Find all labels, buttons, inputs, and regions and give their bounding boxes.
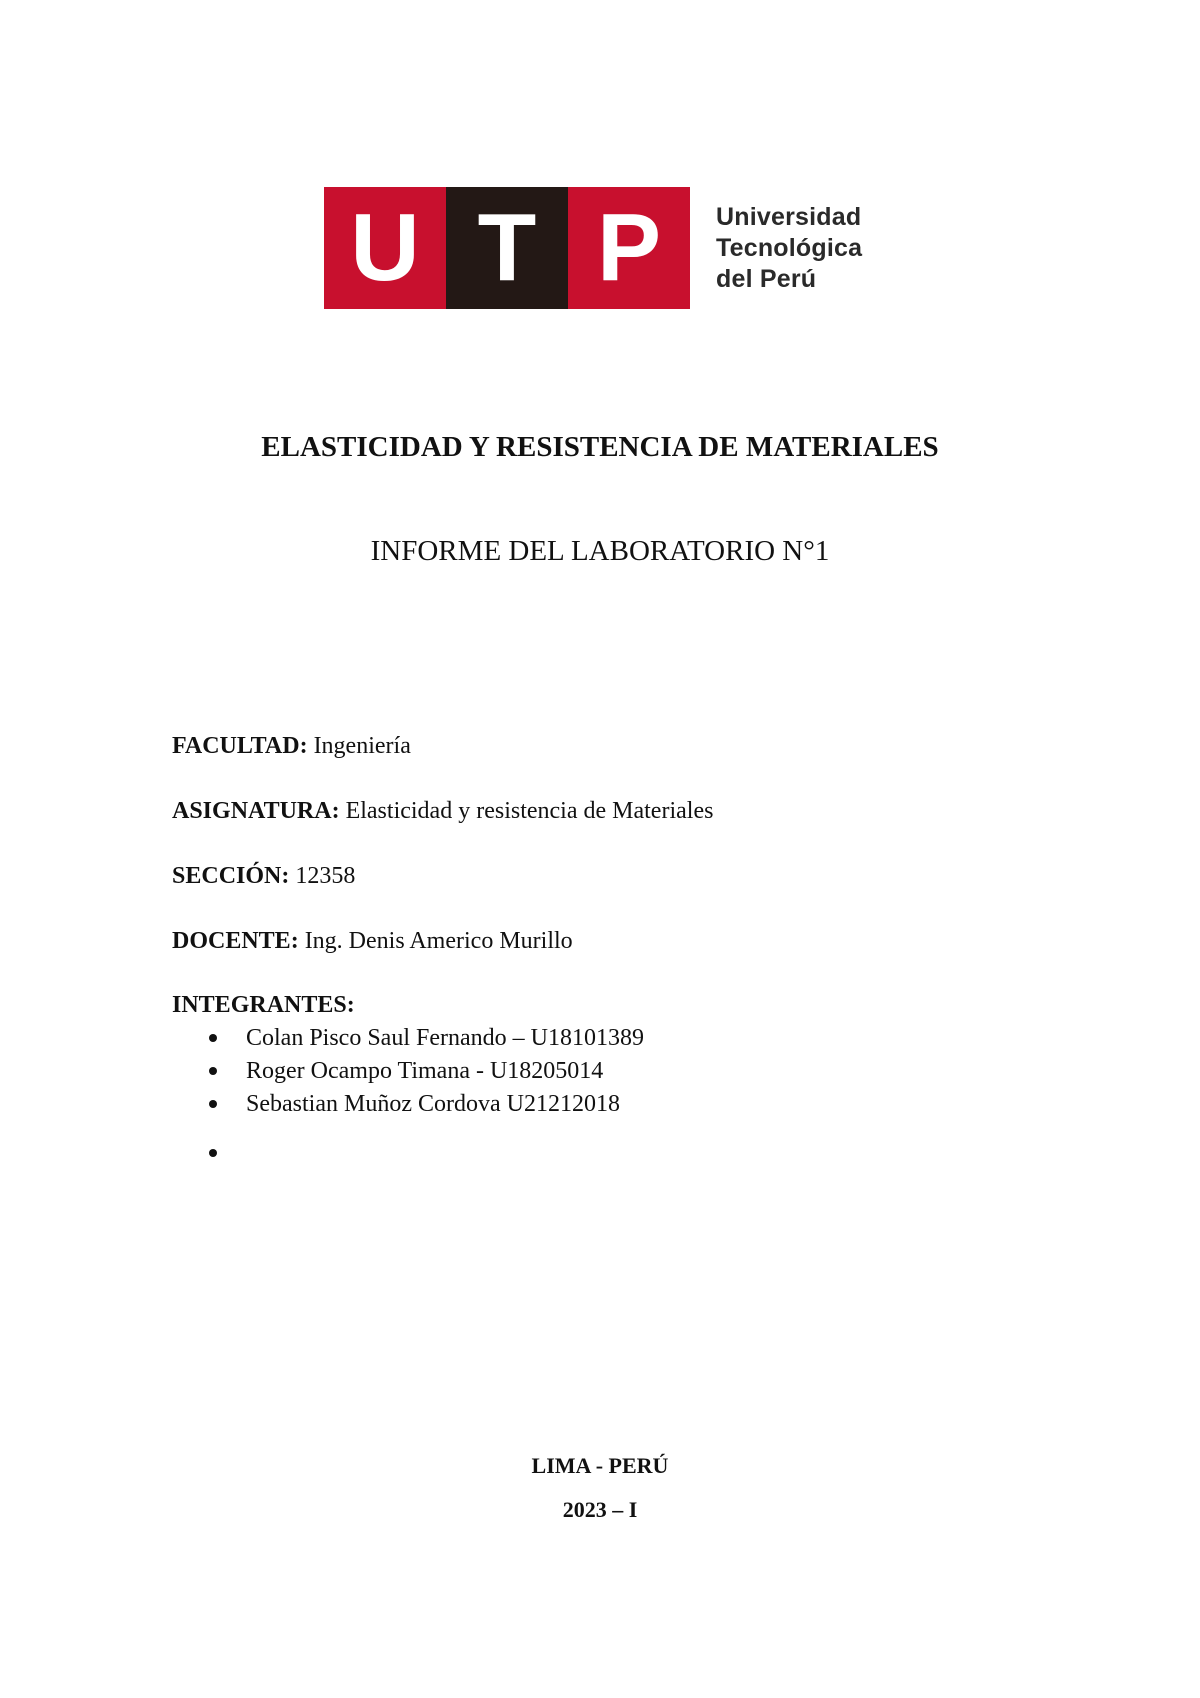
field-value: 12358 — [295, 863, 356, 889]
member-name: Roger Ocampo Timana - U18205014 — [246, 1058, 604, 1084]
bullet-icon — [209, 1100, 217, 1108]
utp-logo — [324, 187, 862, 309]
logo-name-line: del Perú — [716, 264, 817, 293]
list-item — [172, 1024, 644, 1057]
bullet-icon — [209, 1067, 217, 1075]
field-label: ASIGNATURA: — [172, 798, 340, 824]
field-label: DOCENTE: — [172, 928, 299, 954]
field-value: Elasticidad y resistencia de Materiales — [345, 798, 714, 824]
field-value: Ing. Denis Americo Murillo — [304, 928, 573, 954]
bullet-icon — [209, 1034, 217, 1042]
integrantes-section — [172, 992, 644, 1172]
field-value: Ingeniería — [313, 733, 411, 759]
list-item-empty — [172, 1139, 644, 1172]
logo-letter-t: T — [446, 187, 568, 309]
logo-university-name — [716, 202, 862, 295]
field-asignatura — [172, 798, 713, 825]
field-facultad — [172, 733, 411, 760]
logo-name-line: Universidad — [716, 202, 862, 231]
document-title: ELASTICIDAD Y RESISTENCIA DE MATERIALES — [261, 431, 939, 463]
logo-blocks — [324, 187, 690, 309]
list-item — [172, 1057, 644, 1090]
member-name: Sebastian Muñoz Cordova U21212018 — [246, 1091, 620, 1117]
bullet-icon — [209, 1149, 217, 1157]
logo-letter-p: P — [568, 187, 690, 309]
integrantes-list — [172, 1024, 644, 1172]
integrantes-label: INTEGRANTES: — [172, 992, 355, 1018]
field-label: FACULTAD: — [172, 733, 308, 759]
logo-letter-u: U — [324, 187, 446, 309]
field-docente — [172, 928, 573, 955]
footer-year: 2023 – I — [562, 1497, 638, 1522]
member-name: Colan Pisco Saul Fernando – U18101389 — [246, 1025, 644, 1051]
footer-place: LIMA - PERÚ — [531, 1453, 669, 1478]
field-label: SECCIÓN: — [172, 863, 290, 889]
list-item — [172, 1090, 644, 1123]
field-seccion — [172, 863, 355, 890]
logo-name-line: Tecnológica — [716, 233, 863, 262]
document-subtitle: INFORME DEL LABORATORIO N°1 — [370, 535, 830, 567]
